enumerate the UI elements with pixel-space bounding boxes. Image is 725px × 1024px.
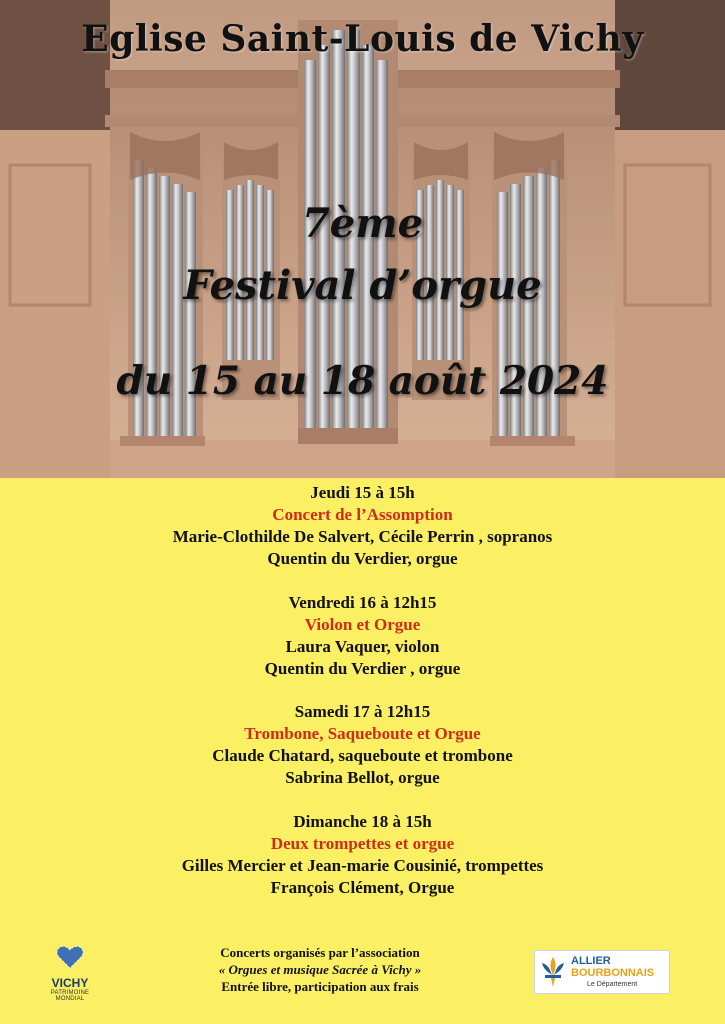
- program-day-label: Vendredi 16 à 12h15: [288, 593, 437, 612]
- vichy-subtitle: PATRIMOINE MONDIAL: [50, 990, 90, 1002]
- program-day-label: Jeudi 15 à 15h: [310, 483, 415, 502]
- festival-name: Festival d’orgue: [183, 262, 542, 309]
- program-performer: François Clément, Orgue: [270, 878, 455, 897]
- program-performer: Quentin du Verdier , orgue: [264, 659, 461, 678]
- program-day-4: [0, 811, 725, 899]
- program-day-2: [0, 592, 725, 680]
- program-performer: Sabrina Bellot, orgue: [285, 768, 440, 787]
- church-title: Eglise Saint-Louis de Vichy: [81, 18, 644, 60]
- allier-line-2: BOURBONNAIS: [571, 967, 655, 979]
- allier-logo: [534, 950, 670, 994]
- program-performer: Gilles Mercier et Jean-marie Cousinié, trompettes: [181, 856, 544, 875]
- vichy-logo: [38, 944, 102, 1002]
- program-performer: Marie-Clothilde De Salvert, Cécile Perrin , sopranos: [172, 527, 553, 546]
- organizer-line: Concerts organisés par l’association: [220, 945, 420, 960]
- vichy-name: VICHY: [51, 976, 89, 990]
- organizer-note: [150, 944, 490, 995]
- fleur-de-lis-icon: [538, 955, 568, 989]
- association-name: « Orgues et musique Sacrée à Vichy »: [218, 962, 422, 977]
- festival-dates: du 15 au 18 août 2024: [116, 358, 609, 404]
- admission-note: Entrée libre, participation aux frais: [221, 979, 419, 994]
- program-performer: Laura Vaquer, violon: [285, 637, 440, 656]
- program-performer: Quentin du Verdier, orgue: [267, 549, 458, 568]
- program-day-label: Dimanche 18 à 15h: [293, 812, 432, 831]
- organ-photo: [0, 0, 725, 478]
- allier-line-3: Le Département: [587, 981, 638, 988]
- heart-icon: [56, 944, 84, 970]
- program-concert-title: Trombone, Saqueboute et Orgue: [244, 724, 481, 743]
- allier-line-1: ALLIER: [571, 955, 611, 967]
- program-concert-title: Deux trompettes et orgue: [270, 834, 455, 853]
- program-day-label: Samedi 17 à 12h15: [294, 702, 431, 721]
- program-day-1: [0, 482, 725, 570]
- program-concert-title: Violon et Orgue: [304, 615, 421, 634]
- program-day-3: [0, 701, 725, 789]
- festival-edition: 7ème: [301, 200, 424, 247]
- program-performer: Claude Chatard, saqueboute et trombone: [212, 746, 513, 765]
- program-concert-title: Concert de l’Assomption: [272, 505, 453, 524]
